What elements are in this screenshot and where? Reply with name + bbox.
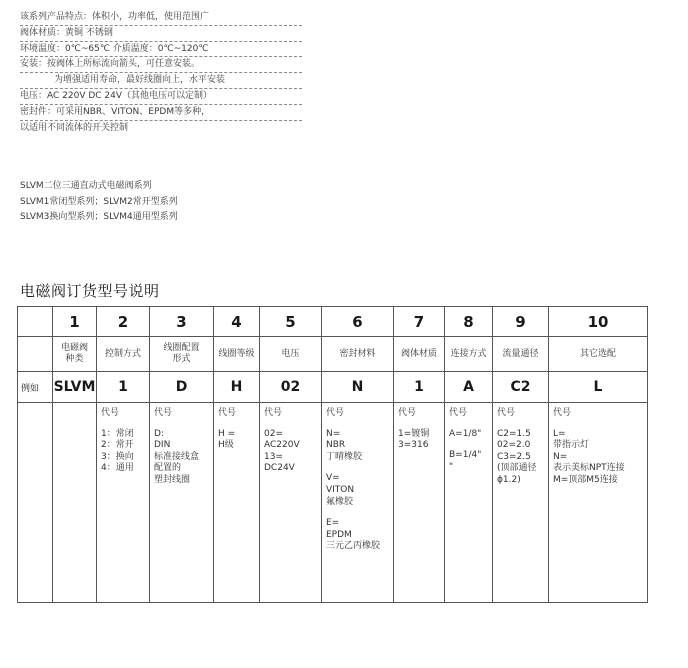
option-item: C3=2.5 <box>497 451 531 462</box>
column-name-line: 电磁阀 <box>60 343 88 353</box>
option-item: H = <box>218 428 236 439</box>
option-item: L= <box>553 428 566 439</box>
option-item: AC220V <box>264 440 300 451</box>
option-cell <box>53 403 97 603</box>
feature-line: 密封件：可采用NBR、VITON、EPDM等多种， <box>20 105 302 121</box>
series-line: SLVM二位三通直动式电磁阀系列 <box>20 181 152 191</box>
option-item: 三元乙丙橡胶 <box>326 541 381 552</box>
feature-line: 为增强适用寿命，最好线圈向上，水平安装 <box>20 73 302 89</box>
column-name <box>493 337 549 372</box>
options-row <box>18 403 648 603</box>
option-item: DIN <box>154 440 171 451</box>
series-line: SLVM1常闭型系列；SLVM2常开型系列 <box>20 196 178 207</box>
column-name <box>322 337 394 372</box>
option-spacer <box>449 440 488 450</box>
option-item: H级 <box>218 440 234 451</box>
column-number-row <box>18 307 648 337</box>
option-item: N= <box>553 451 568 462</box>
column-number: 5 <box>260 307 322 337</box>
example-value: 1 <box>394 372 445 403</box>
option-item: 表示美标NPT连接 <box>553 463 625 474</box>
column-name <box>97 337 150 372</box>
column-name-row <box>18 337 648 372</box>
option-cell <box>445 403 493 603</box>
column-name <box>53 337 97 372</box>
option-item: ϕ1.2) <box>497 474 521 485</box>
column-number: 8 <box>445 307 493 337</box>
example-value: H <box>214 372 260 403</box>
option-item: 配置的 <box>154 463 182 474</box>
column-name-line: 线圈配置 <box>163 343 200 353</box>
option-item: DC24V <box>264 463 295 474</box>
option-item: N= <box>326 428 341 439</box>
option-item: 带指示灯 <box>553 440 590 451</box>
option-code-header: 代号 <box>553 408 572 418</box>
option-item: 塑封线圈 <box>154 474 191 485</box>
blank-cell <box>18 337 53 372</box>
feature-line: 阀体材质：黄铜 不锈钢 <box>20 26 302 42</box>
option-item: NBR <box>326 440 346 451</box>
example-value: 02 <box>260 372 322 403</box>
column-number: 3 <box>150 307 214 337</box>
option-cell <box>493 403 549 603</box>
example-value: D <box>150 372 214 403</box>
features-list <box>20 10 302 135</box>
column-number: 6 <box>322 307 394 337</box>
column-number: 2 <box>97 307 150 337</box>
feature-line: 安装：按阀体上所标流向箭头，可任意安装。 <box>20 57 302 73</box>
option-code-header: 代号 <box>398 408 417 418</box>
option-item: E= <box>326 518 340 529</box>
option-cell <box>260 403 322 603</box>
column-name-line: 种类 <box>65 354 84 364</box>
option-item: 02= <box>264 428 283 439</box>
column-name-line: 线圈等级 <box>218 348 255 359</box>
option-item: EPDM <box>326 529 352 540</box>
column-name-line: 形式 <box>172 354 191 364</box>
column-number: 10 <box>549 307 648 337</box>
series-list <box>20 179 178 226</box>
example-value: N <box>322 372 394 403</box>
corner-cell <box>18 307 53 337</box>
column-name <box>549 337 648 372</box>
option-item: 13= <box>264 451 283 462</box>
example-value: SLVM <box>53 372 97 403</box>
option-code-header: 代号 <box>449 408 468 418</box>
option-cell <box>322 403 394 603</box>
option-cell <box>97 403 150 603</box>
option-item: 丁晴橡胶 <box>326 451 363 462</box>
option-item: 1：常闭 <box>101 428 134 439</box>
column-name-line: 连接方式 <box>450 348 487 359</box>
option-item: M=顶部M5连接 <box>553 474 618 485</box>
option-item: 02=2.0 <box>497 440 531 451</box>
column-name-line: 控制方式 <box>104 348 141 359</box>
option-code-header: 代号 <box>264 408 283 418</box>
column-name-line: 阀体材质 <box>400 348 437 359</box>
option-item: 标准接线盒 <box>154 451 200 462</box>
feature-line: 环境温度：0℃~65℃ 介质温度：0℃~120℃ <box>20 42 302 58</box>
column-number: 9 <box>493 307 549 337</box>
column-name <box>445 337 493 372</box>
option-code-header: 代号 <box>101 408 120 418</box>
example-value: C2 <box>493 372 549 403</box>
option-code-header: 代号 <box>326 408 345 418</box>
column-number: 1 <box>53 307 97 337</box>
feature-line: 电压：AC 220V DC 24V（其他电压可以定制） <box>20 89 302 105</box>
example-label: 例如 <box>18 372 53 403</box>
column-number: 7 <box>394 307 445 337</box>
option-item: V= <box>326 473 340 484</box>
option-code-header: 代号 <box>218 408 237 418</box>
order-code-table <box>17 306 648 603</box>
option-code-header: 代号 <box>497 408 516 418</box>
option-item: VITON <box>326 484 355 495</box>
column-name-line: 其它选配 <box>579 348 616 359</box>
example-value: 1 <box>97 372 150 403</box>
option-cell <box>549 403 648 603</box>
option-item: 3：换向 <box>101 451 134 462</box>
option-item: 氟橡胶 <box>326 496 354 507</box>
feature-line: 以适用不同流体的开关控制 <box>20 122 129 133</box>
option-spacer <box>326 463 389 473</box>
option-item: A=1/8" <box>449 428 482 439</box>
option-item: " <box>449 461 454 472</box>
option-spacer <box>326 508 389 518</box>
series-line: SLVM3换向型系列；SLVM4通用型系列 <box>20 212 178 222</box>
column-name <box>214 337 260 372</box>
option-item: B=1/4" <box>449 450 482 461</box>
option-item: C2=1.5 <box>497 428 531 439</box>
blank-cell <box>18 403 53 603</box>
option-item: (顶部通径 <box>497 463 537 474</box>
example-value: L <box>549 372 648 403</box>
option-cell <box>150 403 214 603</box>
option-item: 2：常开 <box>101 440 134 451</box>
option-item: 1=镀铜 <box>398 428 430 439</box>
column-name <box>394 337 445 372</box>
column-name <box>260 337 322 372</box>
feature-line: 该系列产品特点：体积小，功率低，使用范围广 <box>20 10 302 26</box>
column-number: 4 <box>214 307 260 337</box>
option-code-header: 代号 <box>154 408 173 418</box>
order-title: 电磁阀订货型号说明 <box>20 282 160 300</box>
column-name-line: 流量通径 <box>502 348 539 359</box>
example-value: A <box>445 372 493 403</box>
option-cell <box>214 403 260 603</box>
option-item: 4：通用 <box>101 463 134 474</box>
option-item: D: <box>154 428 164 439</box>
example-row <box>18 372 648 403</box>
column-name <box>150 337 214 372</box>
column-name-line: 密封材料 <box>339 348 376 359</box>
option-cell <box>394 403 445 603</box>
option-item: 3=316 <box>398 440 429 451</box>
column-name-line: 电压 <box>281 348 300 359</box>
